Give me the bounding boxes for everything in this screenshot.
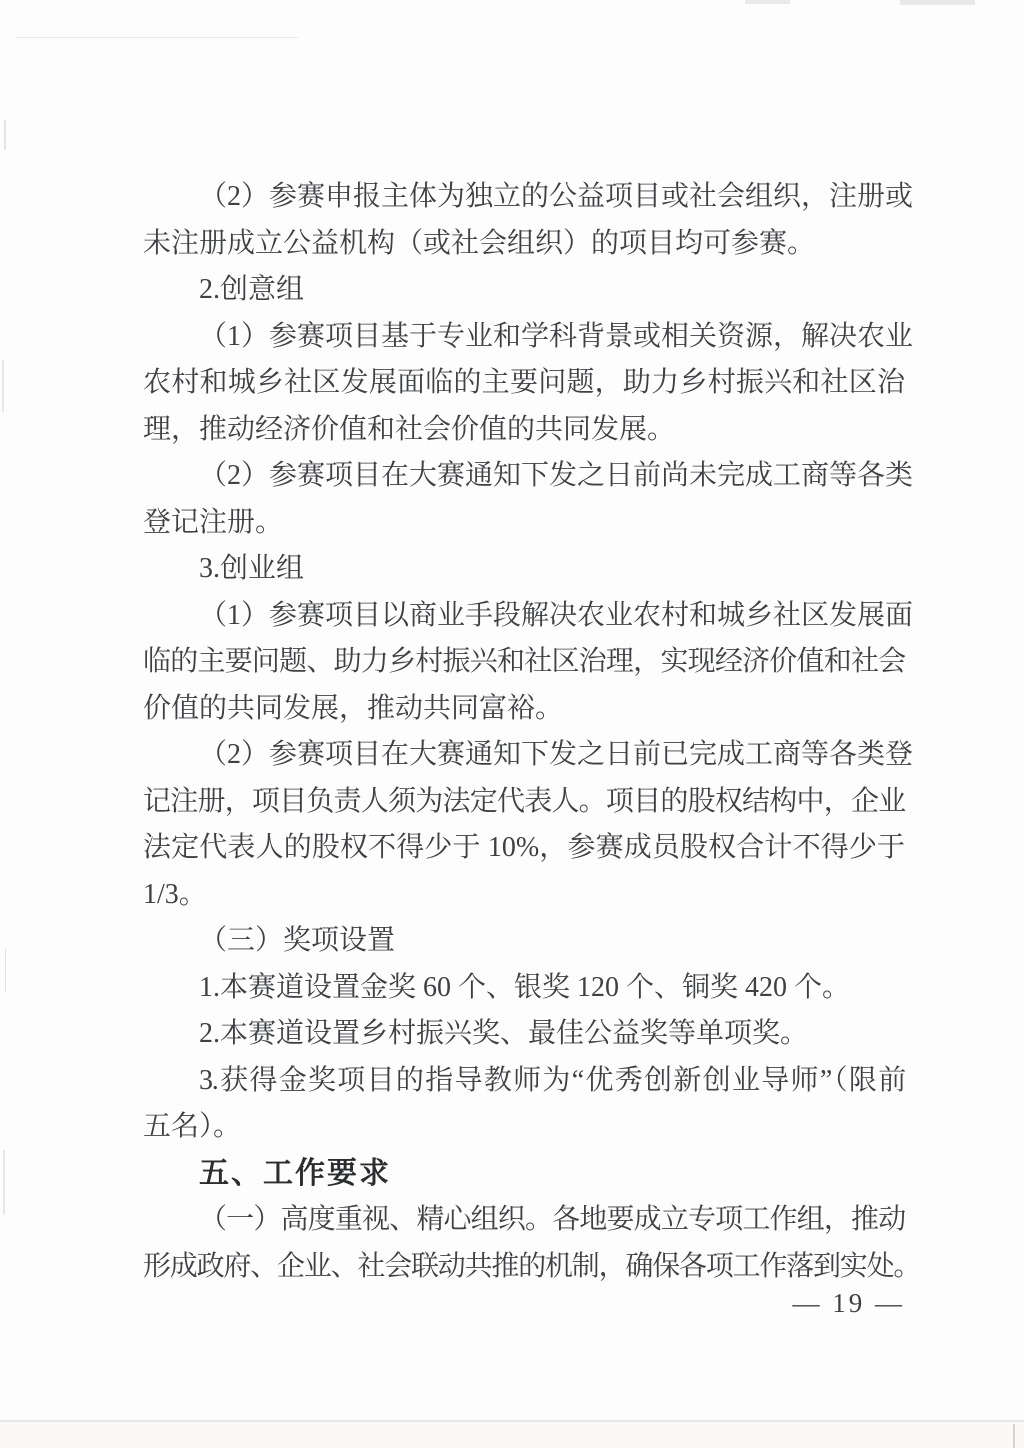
document-line: 登记注册。 [143, 506, 284, 538]
document-line: 价值的共同发展，推动共同富裕。 [143, 692, 564, 724]
document-line: （2）参赛申报主体为独立的公益项目或社会组织，注册或 [199, 181, 914, 212]
document-line: （2）参赛项目在大赛通知下发之日前已完成工商等各类登 [199, 739, 914, 770]
document-line: 五名）。 [143, 1111, 242, 1142]
document-line: 理，推动经济价值和社会价值的共同发展。 [143, 413, 676, 445]
scan-artifact-bottom-strip [0, 1421, 1024, 1448]
section-heading-awards: （三）奖项设置 [199, 925, 396, 956]
document-line: 农村和城乡社区发展面临的主要问题，助力乡村振兴和社区治 [143, 367, 905, 398]
document-line: 2.本赛道设置乡村振兴奖、最佳公益奖等单项奖。 [199, 1018, 809, 1049]
document-line: 1/3。 [143, 878, 207, 910]
scan-artifact-left-dash [2, 360, 4, 412]
document-line: 3.创业组 [199, 553, 305, 584]
document-line: 临的主要问题、助力乡村振兴和社区治理，实现经济价值和社会 [143, 646, 905, 677]
scan-artifact-bottom-line [0, 1420, 1024, 1422]
document-line: 记注册，项目负责人须为法定代表人。项目的股权结构中，企业 [143, 785, 905, 817]
document-text-block [143, 0, 921, 1290]
document-line: 形成政府、企业、社会联动共推的机制，确保各项工作落到实处。 [143, 1250, 921, 1282]
document-line: 3.获得金奖项目的指导教师为“优秀创新创业导师”（限前 [199, 1064, 905, 1096]
scan-artifact-top-smudge [900, 0, 975, 5]
document-line: （1）参赛项目基于专业和学科背景或相关资源，解决农业 [199, 320, 914, 352]
document-line: 1.本赛道设置金奖 60 个、银奖 120 个、铜奖 420 个。 [199, 971, 851, 1003]
document-line: （2）参赛项目在大赛通知下发之日前尚未完成工商等各类 [199, 460, 914, 491]
scan-artifact-left-dash [4, 120, 6, 150]
document-line: （一）高度重视、精心组织。各地要成立专项工作组，推动 [199, 1204, 905, 1235]
page-number: — 19 — [792, 1288, 905, 1318]
document-line: 法定代表人的股权不得少于 10%，参赛成员股权合计不得少于 [143, 832, 905, 863]
page-footer [143, 1286, 905, 1320]
document-line: （1）参赛项目以商业手段解决农业农村和城乡社区发展面 [199, 599, 914, 631]
scan-artifact-right-line [1013, 1424, 1015, 1448]
scan-artifact-left-dash [3, 1150, 5, 1214]
scan-artifact-left-dash [5, 948, 6, 992]
document-line: 2.创意组 [199, 274, 305, 305]
section-heading-work-requirements: 五、工作要求 [199, 1156, 391, 1190]
document-line: 未注册成立公益机构（或社会组织）的项目均可参赛。 [143, 227, 816, 259]
